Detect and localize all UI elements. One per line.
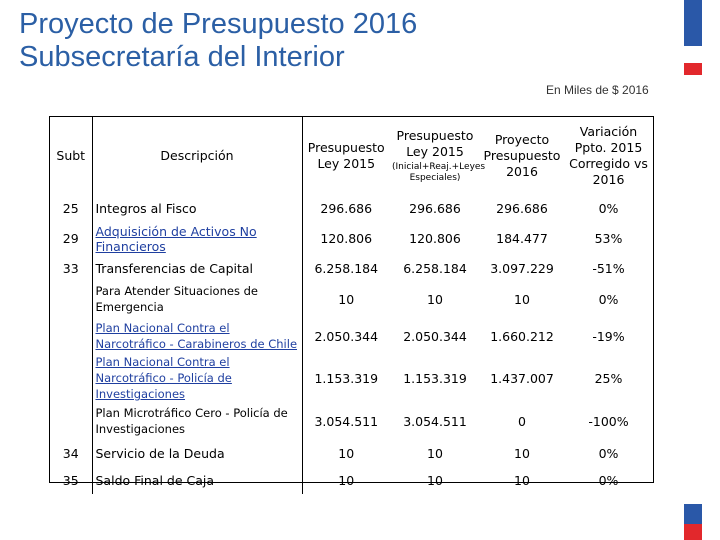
header-variacion-label: Variación Ppto. 2015 Corregido vs 2016 [569,124,648,187]
budget-table [49,116,654,488]
row-proyecto: 10 [514,446,530,461]
row-desc [92,354,302,402]
row-proyecto: 10 [514,473,530,488]
row-subt [50,354,92,402]
row-subt: 25 [62,200,79,216]
flag-blue-bottom [684,504,702,524]
row-desc-link[interactable]: Plan Nacional Contra el Narcotráfico - Policía de Investigaciones [95,355,232,401]
row-ley: 10 [338,473,355,488]
table-row [50,318,653,354]
table-row [50,280,653,318]
row-ley: 6.258.184 [314,260,379,276]
header-ley [302,117,390,195]
flag-red-top [684,63,702,75]
table-row [50,354,653,402]
row-variacion: -100% [588,413,629,429]
title-line-1: Proyecto de Presupuesto 2016 [19,8,418,40]
row-variacion: -19% [592,328,625,344]
row-ley-ajustada: 120.806 [409,231,461,246]
row-desc [92,318,302,354]
row-ley-ajustada: 10 [427,446,443,461]
header-subt: Subt [56,148,86,163]
row-ley-ajustada: 6.258.184 [403,260,467,276]
row-variacion: -51% [592,260,625,276]
table-row [50,467,653,494]
header-ley-label: Presupuesto Ley 2015 [307,140,385,171]
row-ley-ajustada: 2.050.344 [403,328,467,344]
row-subt: 35 [62,473,79,488]
row-ley: 296.686 [320,200,373,216]
row-ley-ajustada: 10 [427,473,443,488]
row-ley-ajustada: 296.686 [409,200,461,216]
table-row [50,256,653,280]
row-desc: Integros al Fisco [92,195,302,221]
header-proyecto-label: Proyecto Presupuesto 2016 [483,132,561,179]
table-row [50,440,653,467]
table-row [50,221,653,256]
row-subt [50,402,92,440]
header-ley-ajustada [390,117,486,195]
row-subt: 29 [62,231,79,246]
row-ley: 2.050.344 [314,328,379,344]
row-desc: Saldo Final de Caja [92,467,302,494]
row-ley: 10 [338,291,355,307]
flag-white-top [684,46,702,63]
table-header-row [50,117,653,195]
header-descripcion: Descripción [92,117,302,195]
row-ley: 120.806 [320,231,373,246]
table-row [50,195,653,221]
header-variacion [564,117,653,195]
row-subt: 34 [62,446,79,461]
header-proyecto [480,117,564,195]
row-proyecto: 1.437.007 [490,370,554,386]
row-desc [92,221,302,256]
row-ley-ajustada: 10 [427,291,443,307]
row-subt [50,318,92,354]
row-desc: Transferencias de Capital [92,256,302,280]
row-variacion: 53% [594,231,623,246]
row-proyecto: 1.660.212 [490,328,554,344]
row-ley: 3.054.511 [314,413,379,429]
row-proyecto: 296.686 [496,200,548,216]
row-desc: Para Atender Situaciones de Emergencia [92,280,302,318]
row-proyecto: 10 [514,291,530,307]
row-variacion: 25% [594,370,623,386]
row-proyecto: 3.097.229 [490,260,554,276]
units-note: En Miles de $ 2016 [546,83,649,97]
row-desc-link[interactable]: Adquisición de Activos No Financieros [95,223,257,254]
header-ley-ajustada-note: (Inicial+Reaj.+Leyes Especiales) [392,162,486,183]
row-ley: 1.153.319 [314,370,379,386]
row-variacion: 0% [598,200,619,216]
row-desc-link[interactable]: Plan Nacional Contra el Narcotráfico - Carabineros de Chile [95,321,298,351]
row-desc: Plan Microtráfico Cero - Policía de Investigaciones [92,402,302,440]
header-ley-ajustada-label: Presupuesto Ley 2015 [396,128,474,159]
row-ley-ajustada: 1.153.319 [403,370,467,386]
row-ley: 10 [338,446,355,461]
row-variacion: 0% [598,473,619,488]
row-subt [50,280,92,318]
table-row [50,402,653,440]
row-variacion: 0% [598,446,619,461]
row-subt: 33 [62,260,79,276]
row-ley-ajustada: 3.054.511 [403,413,467,429]
row-proyecto: 184.477 [496,231,548,246]
title-line-2: Subsecretaría del Interior [19,41,345,73]
flag-red-bottom [684,524,702,540]
row-desc: Servicio de la Deuda [92,440,302,467]
page-title [19,8,417,74]
row-variacion: 0% [598,291,619,307]
row-proyecto: 0 [518,413,526,429]
flag-blue-top [684,0,702,46]
